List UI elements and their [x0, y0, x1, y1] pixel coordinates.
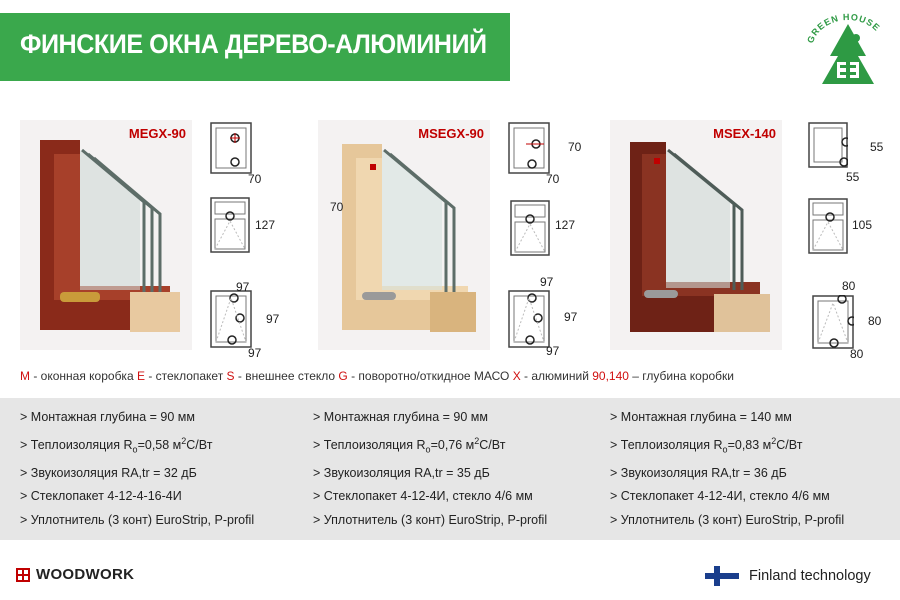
dimension-label: 80	[868, 314, 882, 328]
window-diagram-open	[210, 290, 252, 348]
spec-glass: > Стеклопакет 4-12-4И, стекло 4/6 мм	[610, 489, 830, 504]
legend-key: S	[226, 369, 235, 383]
legend	[20, 369, 734, 383]
legend-key: Е	[136, 369, 145, 383]
legend-key: 90,140	[592, 369, 629, 383]
spec-glass: > Стеклопакет 4-12-4-16-4И	[20, 489, 182, 504]
spec-column-msex	[610, 406, 844, 532]
model-label: MSEGX-90	[418, 126, 484, 141]
spec-heat: > Теплоизоляция $R_o=0,83$ $м^2С/Вт$	[610, 435, 803, 455]
spec-depth: > Монтажная глубина = 90 мм	[20, 410, 195, 424]
page-title: ФИНСКИЕ ОКНА ДЕРЕВО-АЛЮМИНИЙ	[20, 29, 487, 59]
spec-heat: > Теплоизоляция $R_o=0,76$ $м^2С/Вт$	[313, 435, 506, 455]
product-photo-msex	[610, 120, 782, 350]
spec-sound: > Звукоизоляция RA,tr = 32 дБ	[20, 465, 197, 480]
legend-text: - оконная коробка	[30, 369, 137, 383]
spec-sound: > Звукоизоляция RA,tr = 35 дБ	[313, 465, 490, 480]
legend-key: X	[512, 369, 521, 383]
legend-text: - стеклопакет	[144, 369, 227, 383]
dimension-label: 80	[850, 347, 864, 361]
legend-text: – глубина коробки	[628, 369, 734, 383]
product-photo-megx	[20, 120, 192, 350]
spec-column-msegx	[313, 406, 547, 532]
dimension-label: 97	[540, 275, 554, 289]
dimension-label: 55	[870, 140, 884, 154]
spec-glass: > Стеклопакет 4-12-4И, стекло 4/6 мм	[313, 489, 533, 504]
legend-text: - поворотно/откидное МАСО	[347, 369, 513, 383]
dimension-label: 127	[255, 218, 276, 232]
dimension-label: 97	[546, 344, 560, 358]
logo-text: GREEN HOUSE	[805, 11, 883, 45]
window-diagram-tilt	[210, 197, 250, 253]
spec-seal: > Уплотнитель (3 конт) EuroStrip, P-profil	[610, 512, 845, 527]
spec-heat: > Теплоизоляция $R_o=0,58$ $м^2С/Вт$	[20, 435, 213, 455]
model-label: MEGX-90	[128, 126, 186, 141]
spec-seal: > Уплотнитель (3 конт) EuroStrip, P-profil	[313, 512, 548, 527]
window-diagram-fixed	[210, 122, 252, 174]
dimension-label: 97	[236, 280, 250, 294]
finland-technology	[705, 566, 871, 586]
dimension-label: 55	[846, 170, 860, 184]
spec-depth: > Монтажная глубина = 90 мм	[313, 410, 488, 424]
dimension-label: 97	[564, 310, 578, 324]
window-diagram-tilt	[510, 200, 550, 256]
brand-name: WOODWORK	[36, 566, 135, 583]
finland-flag-icon	[705, 566, 739, 586]
window-diagram-open	[508, 290, 550, 348]
dimension-label: 127	[555, 218, 576, 232]
dimension-label: 70	[568, 140, 582, 154]
dimension-label: 80	[842, 279, 856, 293]
woodwork-window-icon	[16, 568, 30, 582]
product-photo-msegx	[318, 120, 490, 350]
spec-column-megx	[20, 406, 254, 532]
window-diagram-open	[812, 295, 854, 349]
tree-logo-icon	[800, 10, 895, 90]
spec-depth: > Монтажная глубина = 140 мм	[610, 410, 792, 424]
window-diagram-fixed	[508, 122, 550, 174]
legend-key: G	[338, 369, 348, 383]
window-diagram-tilt	[808, 198, 848, 254]
title-banner	[0, 13, 510, 81]
dimension-label: 97	[266, 312, 280, 326]
woodwork-logo	[16, 566, 134, 583]
green-house-logo	[800, 10, 895, 90]
tagline: Finland technology	[749, 568, 871, 584]
legend-key: М	[20, 369, 30, 383]
window-diagram-fixed	[808, 122, 848, 168]
spec-seal: > Уплотнитель (3 конт) EuroStrip, P-profil	[20, 512, 255, 527]
model-label: MSEX-140	[713, 126, 776, 141]
dimension-label: 70	[248, 172, 262, 186]
dimension-label: 70	[330, 200, 344, 214]
dimension-label: 97	[248, 346, 262, 360]
spec-sound: > Звукоизоляция RA,tr = 36 дБ	[610, 465, 787, 480]
specs-panel	[0, 398, 900, 540]
dimension-label: 70	[546, 172, 560, 186]
dimension-label: 105	[852, 218, 873, 232]
legend-text: - внешнее стекло	[234, 369, 339, 383]
legend-text: - алюминий	[520, 369, 593, 383]
